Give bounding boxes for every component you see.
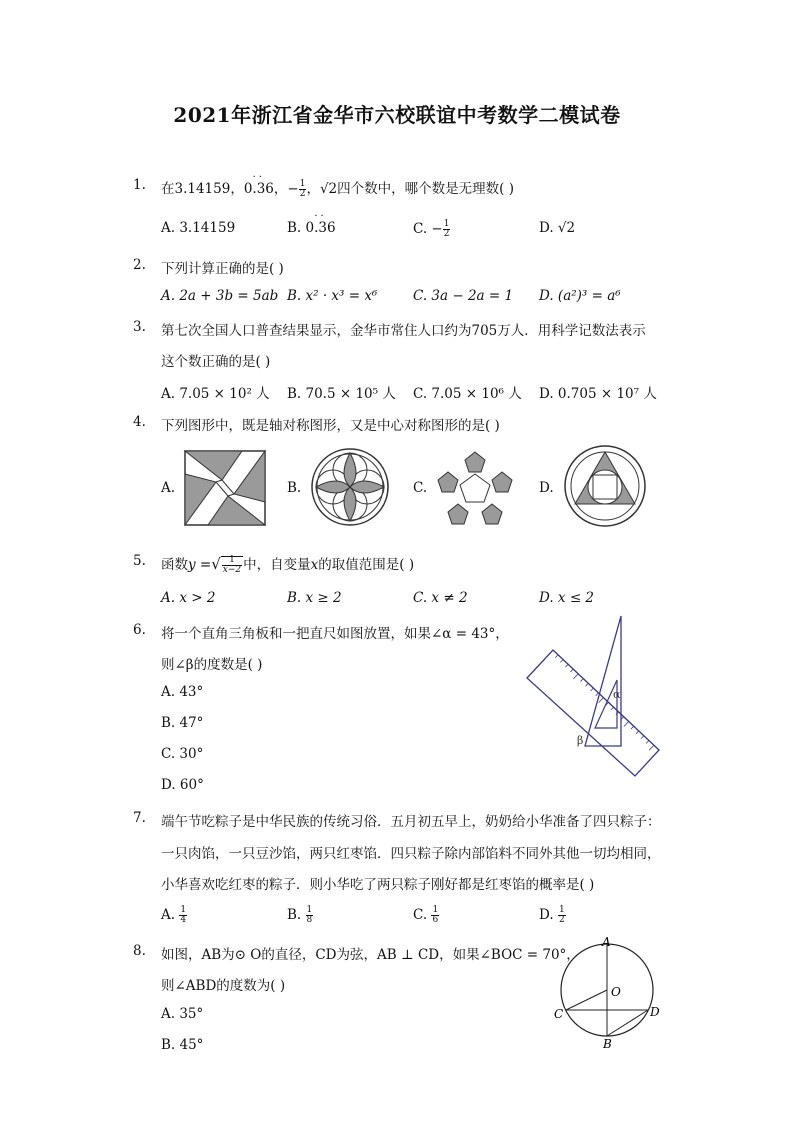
option-c: C. $\frac{1}{6}$ [413, 905, 439, 925]
figure-a-pinwheel-square [184, 450, 266, 526]
option-c: C. [413, 480, 428, 496]
label-C: C [554, 1007, 564, 1021]
question-text-line1: 端午节吃粽子是中华民族的传统习俗．五月初五早上，奶奶给小华准备了四只粽子： [161, 814, 661, 830]
question-number: 4. [133, 414, 146, 430]
option-d: D. √2 [539, 220, 576, 236]
ruler-tick [573, 674, 578, 679]
question-number: 7. [133, 810, 146, 826]
label-A: A [602, 935, 611, 949]
option-b: B. x² · x³ = x⁶ [287, 288, 378, 304]
option-a: A. 2a + 3b = 5ab [161, 288, 279, 304]
question-number: 1. [133, 177, 146, 193]
option-b: B. ·· 0.36 [287, 211, 336, 236]
option-a: A. 43° [161, 684, 204, 700]
ruler-tick [631, 726, 634, 729]
question-text: 下列图形中，既是轴对称图形，又是中心对称图形的是( ) [161, 418, 500, 434]
question-number: 3. [133, 319, 146, 335]
option-b: B. $\frac{1}{8}$ [287, 905, 313, 925]
option-b: B. 45° [161, 1037, 204, 1053]
question-text-line1: 如图，AB为⊙ O的直径，CD为弦，AB ⊥ CD，如果∠BOC = 70°， [161, 947, 580, 963]
option-c: C. 7.05 × 10⁶ 人 [413, 386, 522, 402]
label-alpha: α [613, 688, 621, 701]
option-a: A. 7.05 × 10² 人 [161, 386, 270, 402]
question-text-line1: 将一个直角三角板和一把直尺如图放置，如果∠α = 43°， [161, 626, 509, 642]
ruler-tick [624, 721, 629, 726]
question-number: 5. [133, 553, 146, 569]
ruler-tick [649, 745, 654, 750]
question-number: 6. [133, 622, 146, 638]
option-d: D. (a²)³ = a⁶ [539, 288, 621, 304]
figure-ruler-triangle [525, 610, 665, 780]
figure-b-circle-petals [310, 447, 390, 527]
ruler-tick [591, 688, 594, 691]
question-number: 8. [133, 943, 146, 959]
page-title: 2021年浙江省金华市六校联谊中考数学二模试卷 [173, 103, 621, 127]
ruler-tick [586, 683, 589, 686]
label-O: O [611, 985, 621, 999]
option-d: D. 60° [161, 777, 204, 793]
option-c: C. 3a − 2a = 1 [413, 288, 514, 304]
question-number: 2. [133, 257, 146, 273]
figure-d-circle-triangle-square [563, 444, 647, 528]
question-text-line2: 则∠β的度数是( ) [161, 657, 263, 673]
figure-c-pentagons [434, 450, 516, 528]
option-a: A. [161, 480, 176, 496]
ruler-tick [548, 650, 553, 655]
option-d: D. x ≤ 2 [539, 590, 595, 606]
question-text: 下列计算正确的是( ) [161, 261, 284, 277]
option-b: B. x ≥ 2 [287, 590, 342, 606]
ruler-tick [596, 693, 599, 696]
ruler-tick [560, 660, 563, 663]
question-text-line1: 第七次全国人口普查结果显示，金华市常住人口约为705万人．用科学记数法表示 [161, 323, 646, 339]
option-a: A. $\frac{1}{4}$ [161, 905, 187, 925]
ruler-tick [611, 707, 614, 710]
ruler-tick [581, 679, 584, 682]
ruler-tick [636, 731, 639, 734]
option-a: A. x > 2 [161, 590, 216, 606]
ruler-tick [641, 736, 644, 739]
option-b: B. 47° [161, 715, 204, 731]
question-text-line2: 一只肉馅，一只豆沙馅，两只红枣馅．四只粽子除内部馅料不同外其他一切均相同， [161, 846, 661, 862]
option-d: D. 0.705 × 10⁷ 人 [539, 386, 657, 402]
option-c: C. 30° [161, 746, 204, 762]
option-a: A. 3.14159 [161, 220, 236, 236]
option-c: C. x ≠ 2 [413, 590, 468, 606]
label-beta: β [577, 734, 584, 747]
ruler-tick [599, 698, 604, 703]
figure-circle-diameter-chord [552, 934, 664, 1050]
option-d: D. [539, 480, 554, 496]
ruler-tick [570, 669, 573, 672]
label-D: D [650, 1005, 660, 1019]
ruler-tick [565, 664, 568, 667]
question-text: 在3.14159， ·· 0.36，− $\frac{1}{2}$ ，√2四个数中，哪个数是无理数( ) [161, 172, 514, 199]
ruler-tick [555, 655, 558, 658]
question-text-line2: 则∠ABD的度数为( ) [161, 978, 286, 994]
option-d: D. $\frac{1}{2}$ [539, 905, 565, 925]
option-c: C. − $\frac{1}{2}$ [413, 219, 450, 239]
option-b: B. 70.5 × 10⁵ 人 [287, 386, 396, 402]
option-b: B. [287, 480, 302, 496]
question-text-line3: 小华喜欢吃红枣的粽子．则小华吃了两只粽子刚好都是红枣馅的概率是( ) [161, 877, 595, 893]
ruler-tick [646, 740, 649, 743]
label-B: B [603, 1037, 612, 1051]
question-text: 函数y =√ $\frac{1}{x-2}$ 中，自变量x的取值范围是( ) [161, 555, 415, 575]
option-a: A. 35° [161, 1006, 204, 1022]
question-text-line2: 这个数正确的是( ) [161, 354, 271, 370]
